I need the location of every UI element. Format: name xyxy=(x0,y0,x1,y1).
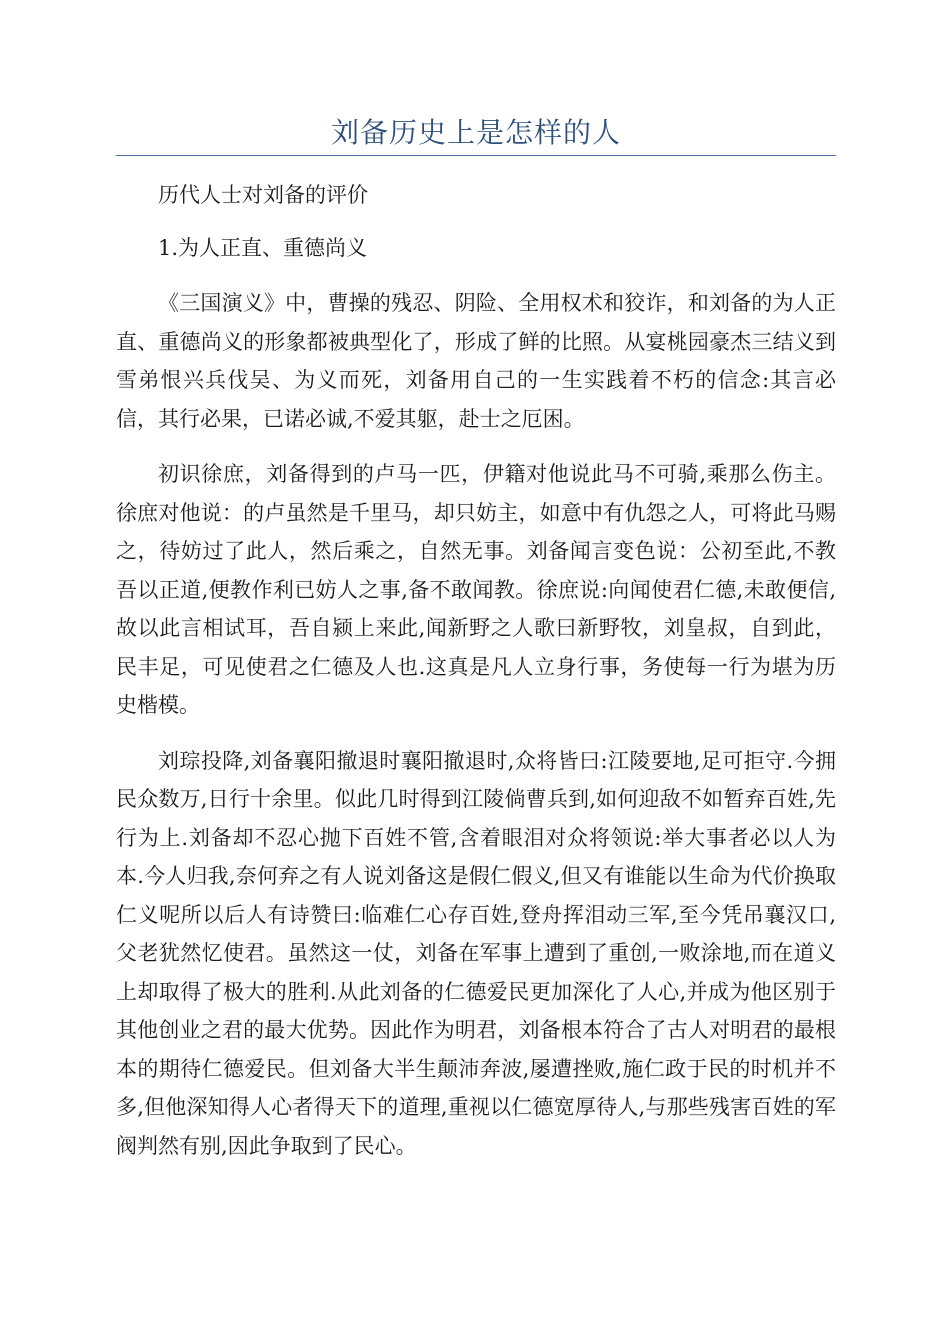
section-subheading: 1.为人正直、重德尚义 xyxy=(158,235,368,260)
document-page xyxy=(116,0,836,1165)
body-paragraph-3: 刘琮投降,刘备襄阳撤退时襄阳撤退时,众将皆曰:江陵要地,足可拒守.今拥民众数万,日行十余里。似此几时得到江陵倘曹兵到,如何迎敌不如暂弃百姓,先行为上.刘备却不忍心抛下百姓不管,含着眼泪对众将领说:举大事者必以人为本.今人归我,奈何弃之有人说刘备这是假仁假义,但又有谁能以生命为代价换取仁义呢所以后人有诗赞曰:临难仁心存百姓,登舟挥泪动三军,至今凭吊襄汉口,父老犹然忆使君。虽然这一仗，刘备在军事上遭到了重创,一败涂地,而在道义上却取得了极大的胜利.从此刘备的仁德爱民更加深化了人心,并成为他区别于其他创业之君的最大优势。因此作为明君，刘备根本符合了古人对明君的最根本的期待仁德爱民。但刘备大半生颠沛奔波,屡遭挫败,施仁政于民的时机并不多,但他深知得人心者得天下的道理,重视以仁德宽厚待人,与那些残害百姓的军阀判然有别,因此争取到了民心。 xyxy=(116,748,836,1158)
body-paragraph-2: 初识徐庶，刘备得到的卢马一匹，伊籍对他说此马不可骑,乘那么伤主。徐庶对他说：的卢虽然是千里马，却只妨主，如意中有仇怨之人，可将此马赐之，待妨过了此人，然后乘之，自然无事。刘备闻言变色说：公初至此,不教吾以正道,便教作利已妨人之事,备不敢闻教。徐庶说:向闻使君仁德,未敢便信,故以此言相试耳，吾自颍上来此,闻新野之人歌曰新野牧，刘皇叔，自到此，民丰足，可见使君之仁德及人也.这真是凡人立身行事，务使每一行为堪为历史楷模。 xyxy=(116,462,836,717)
title-underline xyxy=(116,155,836,156)
section-heading: 历代人士对刘备的评价 xyxy=(158,183,368,207)
document-title: 刘备历史上是怎样的人 xyxy=(330,116,621,149)
body-paragraph-1: 《三国演义》中，曹操的残忍、阴险、全用权术和狡诈，和刘备的为人正直、重德尚义的形象都被典型化了，形成了鲜的比照。从宴桃园豪杰三结义到雪弟恨兴兵伐吴、为义而死，刘备用自己的一生实践着不朽的信念:其言必信，其行必果，已诺必诚,不爱其躯，赴士之厄困。 xyxy=(116,291,836,431)
